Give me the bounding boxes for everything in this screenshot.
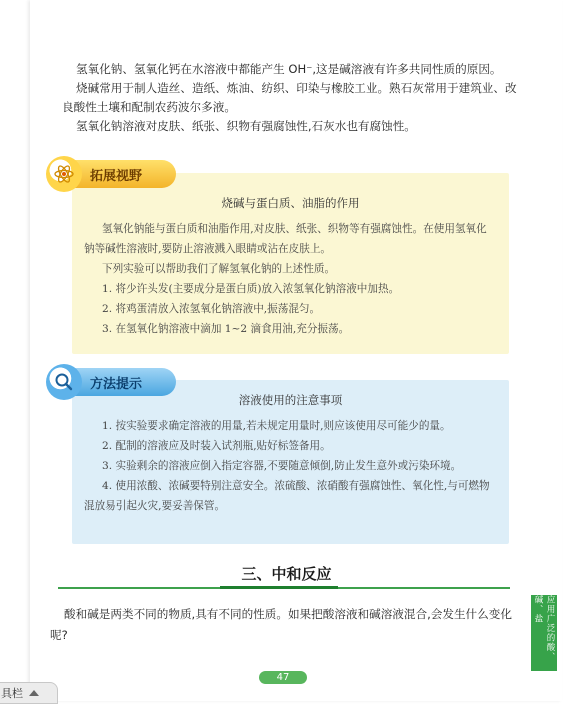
method-tip-box <box>72 380 509 544</box>
expand-paragraph: 2. 将鸡蛋清放入浓氢氧化钠溶液中,振荡混匀。 <box>102 303 321 315</box>
expand-paragraph: 1. 将少许头发(主要成分是蛋白质)放入浓氢氧化钠溶液中加热。 <box>102 283 400 295</box>
intro-paragraph: 烧碱常用于制人造丝、造纸、炼油、纺织、印染与橡胶工业。熟石灰常用于建筑业、改良酸性土壤和配制农药波尔多液。 <box>62 81 517 114</box>
method-paragraph: 3. 实验剩余的溶液应倒入指定容器,不要随意倾倒,防止发生意外或污染环境。 <box>102 460 462 472</box>
atom-icon <box>46 156 82 192</box>
expand-paragraph: 下列实验可以帮助我们了解氢氧化钠的上述性质。 <box>102 263 336 275</box>
intro-paragraph: 氢氧化钠、氢氧化钙在水溶液中都能产生 OH⁻,这是碱溶液有许多共同性质的原因。 <box>76 62 502 76</box>
section-divider-accent <box>220 586 338 589</box>
intro-paragraph: 氢氧化钠溶液对皮肤、纸张、织物有强腐蚀性,石灰水也有腐蚀性。 <box>76 119 416 133</box>
method-box-body <box>84 416 495 516</box>
intro-text <box>62 60 517 136</box>
method-paragraph: 1. 按实验要求确定溶液的用量,若未规定用量时,则应该使用尽可能少的量。 <box>102 420 451 432</box>
expand-vision-badge <box>52 160 176 188</box>
method-paragraph: 2. 配制的溶液应及时装入试剂瓶,贴好标签备用。 <box>102 440 331 452</box>
section-heading: 三、中和反应 <box>241 565 332 583</box>
magnifier-icon <box>46 364 82 400</box>
section-text <box>50 604 515 646</box>
expand-paragraph: 3. 在氢氧化钠溶液中滴加 1~2 滴食用油,充分振荡。 <box>102 323 350 335</box>
expand-paragraph: 氢氧化钠能与蛋白质和油脂作用,对皮肤、纸张、织物等有强腐蚀性。在使用氢氧化钠等碱性溶液时,要防止溶液溅入眼睛或沾在皮肤上。 <box>84 223 487 255</box>
expand-box-body <box>84 219 495 339</box>
method-tip-badge <box>52 368 176 396</box>
expand-badge-label: 拓展视野 <box>90 168 143 184</box>
method-badge-label: 方法提示 <box>90 376 143 392</box>
section-paragraph: 酸和碱是两类不同的物质,具有不同的性质。如果把酸溶液和碱溶液混合,会发生什么变化呢? <box>50 607 512 642</box>
method-paragraph: 4. 使用浓酸、浓碱要特别注意安全。浓硫酸、浓硝酸有强腐蚀性、氧化性,与可燃物混放易引起火灾,要妥善保管。 <box>84 480 490 512</box>
chapter-side-tab[interactable]: 应用广泛的酸、碱、盐 <box>531 595 557 671</box>
toolbar-tab-label: 具栏 <box>1 687 23 700</box>
page-number: 47 <box>259 671 307 684</box>
expand-vision-box <box>72 173 509 354</box>
expand-box-title: 烧碱与蛋白质、油脂的作用 <box>221 196 360 210</box>
triangle-up-icon <box>29 690 39 696</box>
method-box-title: 溶液使用的注意事项 <box>238 393 343 407</box>
